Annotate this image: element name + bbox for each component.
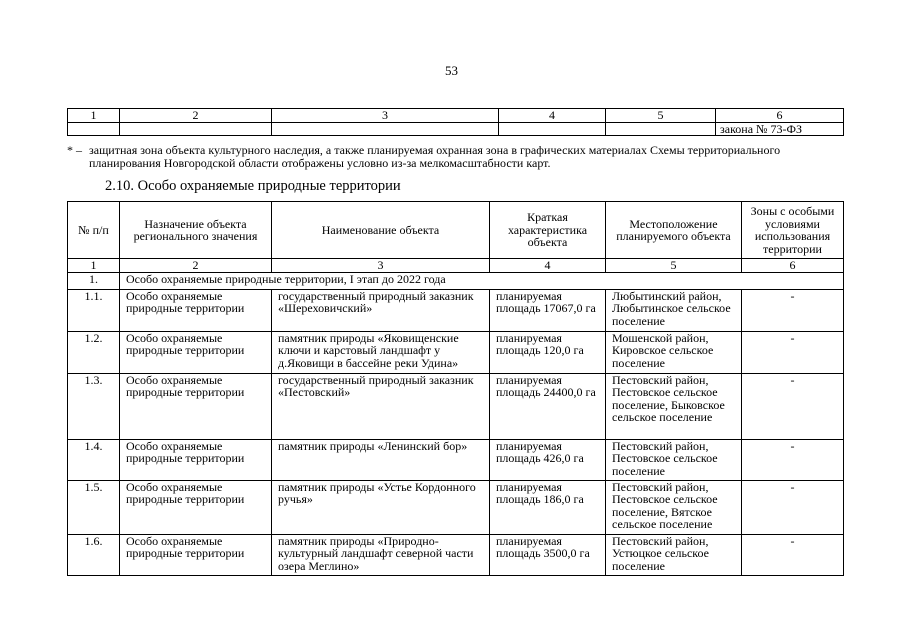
- row-purpose: Особо охраняемые природные территории: [120, 373, 272, 439]
- table-row: [68, 289, 844, 331]
- cell: [120, 122, 272, 136]
- row-purpose: Особо охраняемые природные территории: [120, 534, 272, 575]
- col-num-5: 5: [606, 259, 742, 273]
- col-num-2: 2: [120, 109, 272, 123]
- column-numbers-row: [68, 259, 844, 273]
- row-num: 1.5.: [68, 480, 120, 534]
- row-location: Пестовский район, Пестовское сельское поселение, Быковское сельское поселение: [606, 373, 742, 439]
- continuation-row: [68, 122, 844, 136]
- col-num-3: 3: [272, 109, 499, 123]
- col-num-6: 6: [742, 259, 844, 273]
- row-purpose: Особо охраняемые природные территории: [120, 289, 272, 331]
- row-location: Мошенской район, Кировское сельское поселение: [606, 331, 742, 373]
- group-title: Особо охраняемые природные территории, I этап до 2022 года: [120, 272, 844, 289]
- header-zones: Зоны с особыми условиями использования территории: [742, 202, 844, 259]
- row-name: памятник природы «Яковищенские ключи и карстовый ландшафт у д.Яковищи в бассейне реки Удина»: [272, 331, 490, 373]
- footnote: [67, 144, 847, 170]
- table-row: [68, 480, 844, 534]
- header-num: № п/п: [68, 202, 120, 259]
- row-num: 1.1.: [68, 289, 120, 331]
- cell: [606, 122, 716, 136]
- table-row: [68, 439, 844, 480]
- table-row: [68, 534, 844, 575]
- row-num: 1.6.: [68, 534, 120, 575]
- row-num: 1.3.: [68, 373, 120, 439]
- row-location: Любытинский район, Любытинское сельское поселение: [606, 289, 742, 331]
- row-name: государственный природный заказник «Шереховичский»: [272, 289, 490, 331]
- cell: [499, 122, 606, 136]
- footnote-marker: * –: [67, 143, 82, 157]
- row-name: памятник природы «Природно-культурный ландшафт северной части озера Меглино»: [272, 534, 490, 575]
- col-num-3: 3: [272, 259, 490, 273]
- col-num-4: 4: [490, 259, 606, 273]
- col-num-1: 1: [68, 259, 120, 273]
- header-location: Местоположение планируемого объекта: [606, 202, 742, 259]
- row-num: 1.4.: [68, 439, 120, 480]
- protected-areas-table: [67, 201, 844, 576]
- row-zones: -: [742, 373, 844, 439]
- table-row: [68, 373, 844, 439]
- row-zones: -: [742, 289, 844, 331]
- row-characteristic: планируемая площадь 120,0 га: [490, 331, 606, 373]
- col-num-2: 2: [120, 259, 272, 273]
- row-purpose: Особо охраняемые природные территории: [120, 480, 272, 534]
- row-characteristic: планируемая площадь 426,0 га: [490, 439, 606, 480]
- header-characteristic: Краткая характеристика объекта: [490, 202, 606, 259]
- row-characteristic: планируемая площадь 3500,0 га: [490, 534, 606, 575]
- row-num: 1.2.: [68, 331, 120, 373]
- row-zones: -: [742, 439, 844, 480]
- header-name: Наименование объекта: [272, 202, 490, 259]
- continuation-table: [67, 108, 844, 136]
- footnote-line-2: планирования Новгородской области отображены условно из-за мелкомасштабности карт.: [89, 156, 551, 170]
- cell: [272, 122, 499, 136]
- cell: [68, 122, 120, 136]
- col-num-4: 4: [499, 109, 606, 123]
- col-num-5: 5: [606, 109, 716, 123]
- row-characteristic: планируемая площадь 17067,0 га: [490, 289, 606, 331]
- row-location: Пестовский район, Пестовское сельское поселение, Вятское сельское поселение: [606, 480, 742, 534]
- col-num-6: 6: [716, 109, 844, 123]
- row-location: Пестовский район, Устюцкое сельское поселение: [606, 534, 742, 575]
- continuation-header-row: [68, 109, 844, 123]
- cell-law-ref: закона № 73-ФЗ: [716, 122, 844, 136]
- row-zones: -: [742, 331, 844, 373]
- footnote-text-1: защитная зона объекта культурного наследия, а также планируемая охранная зона в графических материалах Схемы территориального: [89, 143, 781, 157]
- row-purpose: Особо охраняемые природные территории: [120, 439, 272, 480]
- row-purpose: Особо охраняемые природные территории: [120, 331, 272, 373]
- group-row: [68, 272, 844, 289]
- table-header-row: [68, 202, 844, 259]
- col-num-1: 1: [68, 109, 120, 123]
- row-zones: -: [742, 534, 844, 575]
- row-name: государственный природный заказник «Пестовский»: [272, 373, 490, 439]
- row-zones: -: [742, 480, 844, 534]
- row-name: памятник природы «Устье Кордонного ручья»: [272, 480, 490, 534]
- row-characteristic: планируемая площадь 186,0 га: [490, 480, 606, 534]
- page-number: 53: [445, 63, 458, 78]
- table-row: [68, 331, 844, 373]
- group-num: 1.: [68, 272, 120, 289]
- section-title: 2.10. Особо охраняемые природные территории: [105, 178, 401, 194]
- header-purpose: Назначение объекта регионального значения: [120, 202, 272, 259]
- row-characteristic: планируемая площадь 24400,0 га: [490, 373, 606, 439]
- row-location: Пестовский район, Пестовское сельское поселение: [606, 439, 742, 480]
- row-name: памятник природы «Ленинский бор»: [272, 439, 490, 480]
